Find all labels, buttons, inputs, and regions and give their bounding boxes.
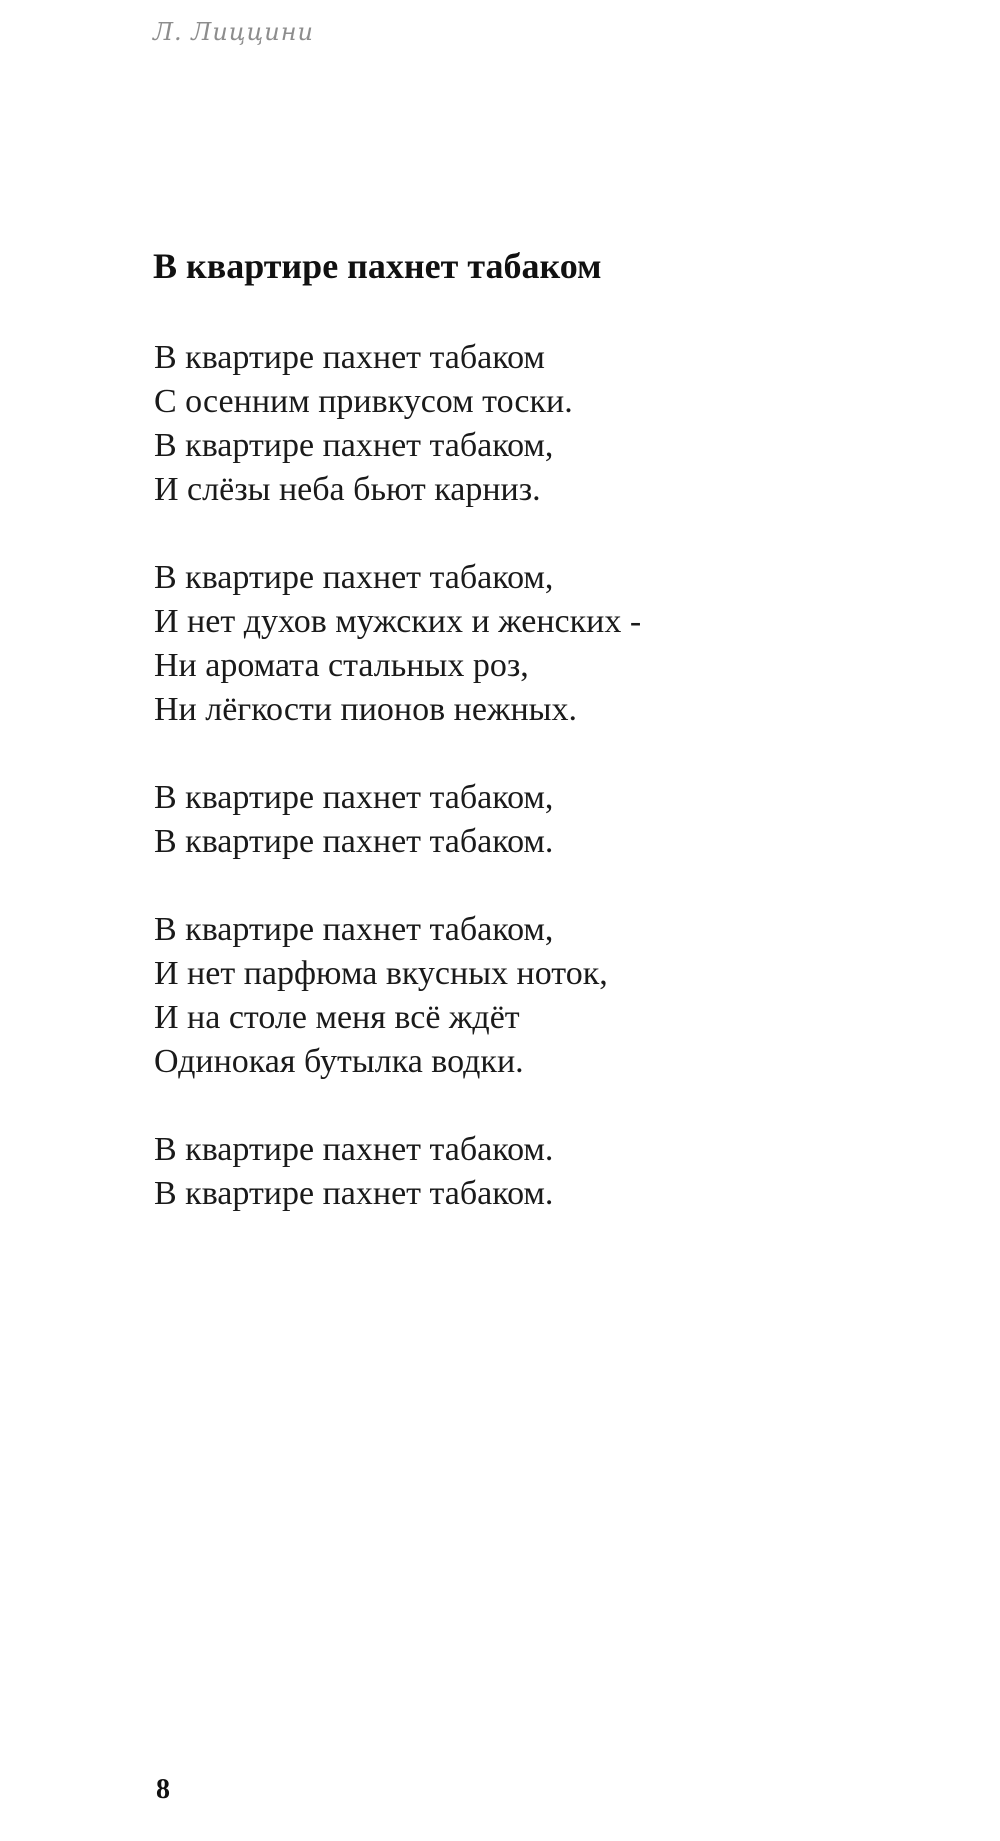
- poem-line: Ни лёгкости пионов нежных.: [154, 691, 577, 728]
- running-header: Л. Лиццини: [153, 18, 314, 46]
- stanza-1: [154, 336, 641, 512]
- page-number: 8: [156, 1774, 170, 1805]
- poem-line: И на столе меня всё ждёт: [154, 999, 520, 1036]
- poem-line: В квартире пахнет табаком,: [154, 779, 554, 816]
- poem-line: И нет парфюма вкусных ноток,: [154, 955, 608, 992]
- poem-line: Одинокая бутылка водки.: [154, 1043, 524, 1080]
- poem-line: В квартире пахнет табаком.: [154, 1175, 554, 1212]
- poem-line: И нет духов мужских и женских -: [154, 603, 642, 640]
- poem-line: В квартире пахнет табаком,: [154, 427, 554, 464]
- stanza-3: [154, 776, 641, 864]
- poem-line: Ни аромата стальных роз,: [154, 647, 529, 684]
- poem-title: В квартире пахнет табаком: [153, 246, 602, 286]
- poem-line: В квартире пахнет табаком,: [154, 911, 554, 948]
- stanza-4: [154, 908, 641, 1084]
- poem-line: В квартире пахнет табаком: [154, 339, 545, 376]
- poem-line: В квартире пахнет табаком.: [154, 1131, 554, 1168]
- poem-line: И слёзы неба бьют карниз.: [154, 471, 541, 508]
- stanza-2: [154, 556, 641, 732]
- poem-line: В квартире пахнет табаком,: [154, 559, 554, 596]
- stanza-5: [154, 1128, 641, 1216]
- poem-line: С осенним привкусом тоски.: [154, 383, 573, 420]
- poem-body: [154, 336, 641, 1216]
- poem-line: В квартире пахнет табаком.: [154, 823, 554, 860]
